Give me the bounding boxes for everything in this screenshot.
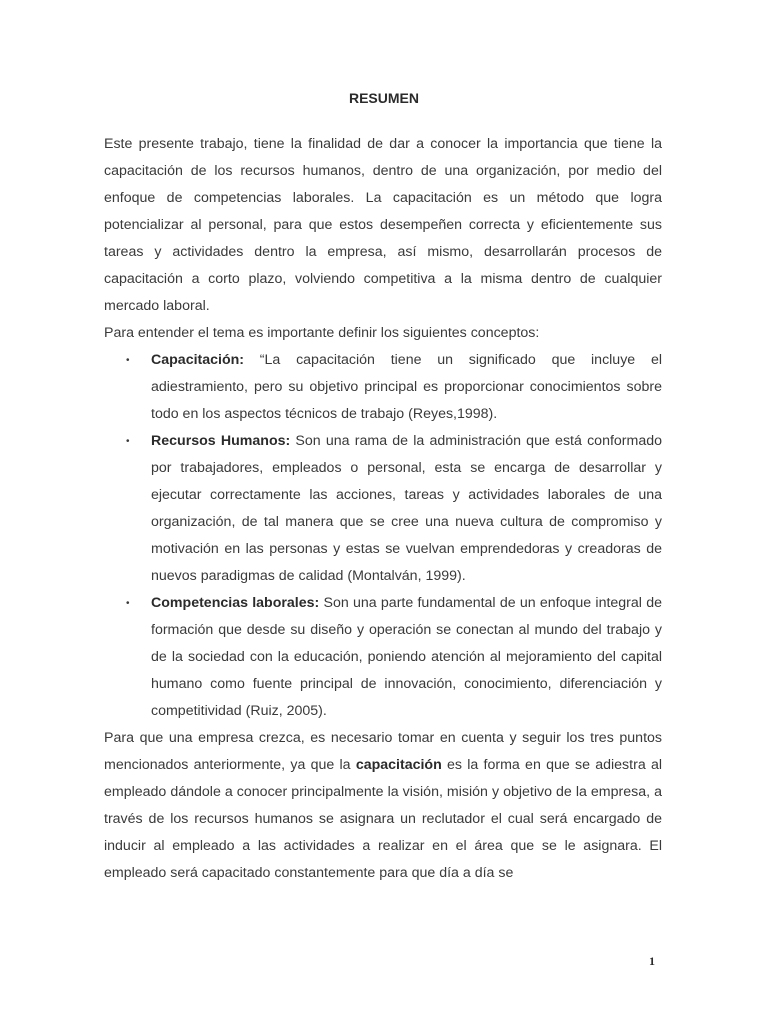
concept-definition: Son una parte fundamental de un enfoque integral de formación que desde su diseño y operación se conectan al mundo del trabajo y de la sociedad con la educación, poniendo atención al mejoramiento del capital humano como fuente principal de innovación, conocimiento, diferenciación y competitividad (Ruiz, 2005). — [151, 595, 662, 719]
intro-paragraph: Este presente trabajo, tiene la finalidad de dar a conocer la importancia que tiene la capacitación de los recursos humanos, dentro de una organización, por medio del enfoque de competencias laborales. La capacitación es un método que logra potencializar al personal, para que estos desempeñen correcta y eficientemente sus tareas y actividades dentro la empresa, así mismo, desarrollarán procesos de capacitación a corto plazo, volviendo competitiva a la misma dentro de cualquier mercado laboral. — [104, 136, 662, 314]
concept-definition: Son una rama de la administración que está conformado por trabajadores, empleados o personal, esta se encarga de desarrollar y ejecutar correctamente las acciones, tareas y actividades laborales de una organización, de tal manera que se cree una nueva cultura de compromiso y motivación en las personas y estas se vuelvan emprendedoras y creadoras de nuevos paradigmas de calidad (Montalván, 1999). — [151, 433, 662, 584]
list-item-competencias-laborales — [104, 590, 662, 725]
list-item-capacitacion — [104, 347, 662, 428]
concept-term: Recursos Humanos: — [151, 433, 291, 449]
closing-text-start: Para que una empresa crezca, es necesario tomar en cuenta y seguir los tres puntos mencionados anteriormente, ya que la — [104, 730, 662, 773]
closing-paragraph — [104, 725, 662, 887]
list-item-recursos-humanos — [104, 428, 662, 590]
concept-term: Capacitación: — [151, 352, 245, 368]
concepts-list — [104, 347, 662, 725]
concepts-intro: Para entender el tema es importante definir los siguientes conceptos: — [104, 325, 540, 341]
concept-term: Competencias laborales: — [151, 595, 320, 611]
closing-text-end: es la forma en que se adiestra al empleado dándole a conocer principalmente la visión, misión y objetivo de la empresa, a través de los recursos humanos se asignara un reclutador el cual será encargado de inducir al empleado a las actividades a realizar en el área que se le asignara. El empleado será capacitado constantemente para que día a día se — [104, 757, 662, 881]
page-number: 1 — [649, 954, 655, 968]
page-title: RESUMEN — [348, 90, 419, 106]
document-body — [104, 131, 662, 887]
bullet-icon: • — [126, 598, 130, 609]
closing-bold-term: capacitación — [355, 757, 442, 773]
concept-definition: “La capacitación tiene un significado que incluye el adiestramiento, pero su objetivo principal es proporcionar conocimientos sobre todo en los aspectos técnicos de trabajo (Reyes,1998). — [151, 352, 662, 422]
bullet-icon: • — [126, 355, 130, 366]
bullet-icon: • — [126, 436, 130, 447]
